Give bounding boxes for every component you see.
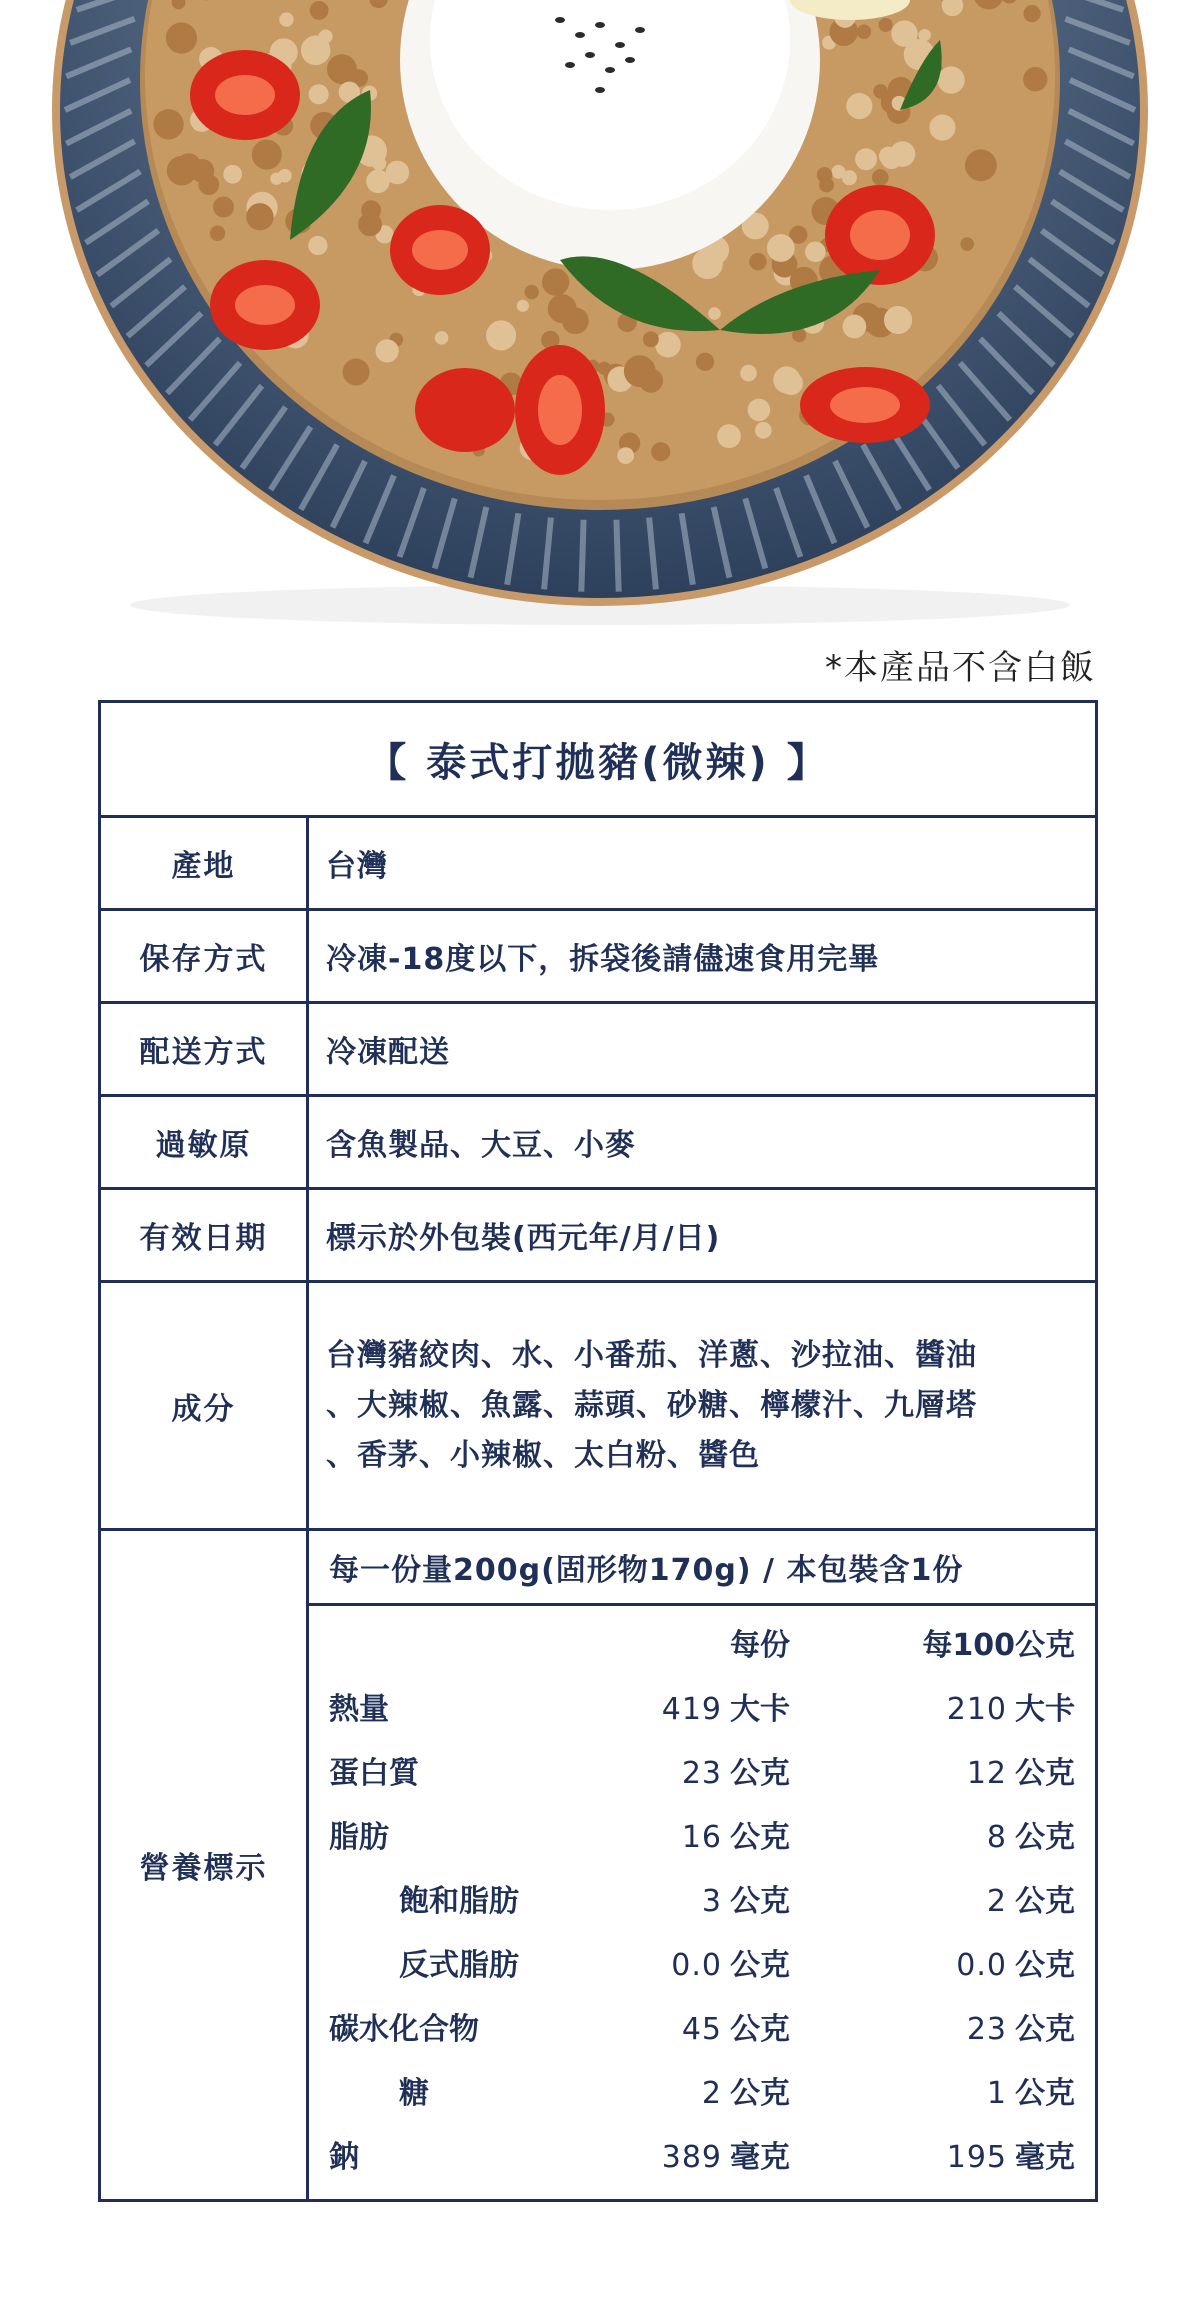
- nutrition-item-row: [309, 1930, 1095, 1994]
- per-serving-number: 23: [681, 1756, 722, 1791]
- per-100g-unit: 公克: [1015, 1756, 1075, 1791]
- per-100g-value: [987, 1812, 1075, 1856]
- per-100g-unit: 公克: [1015, 2012, 1075, 2047]
- per-100g-number: 210: [946, 1692, 1007, 1727]
- per-serving-value: [702, 1876, 790, 1920]
- nutrient-name: 熱量: [329, 1692, 389, 1727]
- ingredients-line-1: 台灣豬絞肉、水、小番茄、洋蔥、沙拉油、醬油: [326, 1337, 977, 1373]
- nutrition-label: 營養標示: [139, 1851, 268, 1886]
- per-serving-unit: 大卡: [730, 1692, 790, 1727]
- nutrient-name: 鈉: [329, 2140, 359, 2175]
- per-100g-unit: 大卡: [1015, 1692, 1075, 1727]
- per-serving-unit: 公克: [730, 1884, 790, 1919]
- origin-value: 台灣: [326, 849, 388, 884]
- nutrient-name: 蛋白質: [329, 1756, 419, 1791]
- no-rice-note: *本產品不含白飯: [825, 648, 1096, 688]
- nutrition-item-row: [309, 2058, 1095, 2122]
- per-100g-unit: 毫克: [1015, 2140, 1075, 2175]
- per-100g-unit: 公克: [1015, 2076, 1075, 2111]
- allergen-label: 過敏原: [101, 1097, 309, 1187]
- per-serving-unit: 公克: [730, 2076, 790, 2111]
- nutrient-name: 脂肪: [329, 1820, 389, 1855]
- per-100g-value: [947, 1684, 1075, 1728]
- per-100g-unit: 公克: [1015, 1948, 1075, 1983]
- expiry-label: 有效日期: [101, 1190, 309, 1280]
- nutrition-item-row: [309, 1738, 1095, 1802]
- product-title-row: [101, 703, 1095, 818]
- allergen-value: 含魚製品、大豆、小麥: [326, 1128, 636, 1163]
- nutrition-item-row: [309, 1866, 1095, 1930]
- per-100g-number: 23: [966, 2012, 1007, 2047]
- per-serving-number: 16: [681, 1820, 722, 1855]
- ingredients-label: 成分: [101, 1283, 309, 1528]
- per-serving-unit: 毫克: [730, 2140, 790, 2175]
- per-100g-unit: 公克: [1015, 1820, 1075, 1855]
- per-serving-number: 389: [661, 2140, 722, 2175]
- expiry-value: 標示於外包裝(西元年/月/日): [326, 1221, 721, 1256]
- per-serving-unit: 公克: [730, 1948, 790, 1983]
- per-100g-number: 1: [986, 2076, 1007, 2111]
- per-100g-number: 12: [966, 1756, 1007, 1791]
- nutrition-header: [309, 1610, 1095, 1674]
- per-100g-number: 0.0: [956, 1948, 1007, 1983]
- expiry-row: [101, 1190, 1095, 1283]
- per-serving-number: 2: [701, 2076, 722, 2111]
- per-serving-value: [662, 1684, 790, 1728]
- per-100g-unit: 公克: [1015, 1884, 1075, 1919]
- nutrition-item-row: [309, 1674, 1095, 1738]
- per-serving-number: 3: [701, 1884, 722, 1919]
- nutrition-facts: [306, 1606, 1095, 2199]
- delivery-value: 冷凍配送: [326, 1035, 450, 1070]
- per-serving-value: [662, 2132, 790, 2176]
- per-serving-unit: 公克: [730, 1820, 790, 1855]
- per-100g-value: [967, 2004, 1075, 2048]
- storage-value: 冷凍-18度以下，拆袋後請儘速食用完畢: [326, 942, 880, 977]
- storage-row: [101, 911, 1095, 1004]
- per-100g-value: [956, 1940, 1075, 1984]
- food-photo: [0, 0, 1200, 640]
- nutrition-item-row: [309, 2122, 1095, 2186]
- per-100g-number: 8: [986, 1820, 1007, 1855]
- nutrient-name: 飽和脂肪: [399, 1884, 519, 1919]
- nutrition-item-row: [309, 1994, 1095, 2058]
- nutrition-row: [101, 1531, 1095, 2199]
- storage-label: 保存方式: [101, 911, 309, 1001]
- per-serving-value: [682, 1812, 790, 1856]
- thai-basil-pork-plate-image: [0, 0, 1200, 640]
- per-serving-number: 0.0: [671, 1948, 722, 1983]
- per-serving-value: [682, 1748, 790, 1792]
- ingredients-row: [101, 1283, 1095, 1531]
- per-serving-value: [671, 1940, 790, 1984]
- ingredients-line-2: 、大辣椒、魚露、蒜頭、砂糖、檸檬汁、九層塔: [326, 1387, 977, 1423]
- per-100g-number: 2: [986, 1884, 1007, 1919]
- product-info-table: [98, 700, 1098, 2202]
- per-100g-header: 每100公克: [922, 1628, 1075, 1663]
- per-100g-value: [987, 2068, 1075, 2112]
- allergen-row: [101, 1097, 1095, 1190]
- nutrition-item-row: [309, 1802, 1095, 1866]
- per-serving-unit: 公克: [730, 1756, 790, 1791]
- nutrient-name: 反式脂肪: [399, 1948, 519, 1983]
- serving-info: 每一份量200g(固形物170g) / 本包裝含1份: [306, 1531, 1095, 1606]
- per-serving-header: 每份: [730, 1628, 790, 1663]
- per-serving-value: [682, 2004, 790, 2048]
- per-100g-value: [987, 1876, 1075, 1920]
- nutrient-name: 碳水化合物: [329, 2012, 479, 2047]
- nutrient-name: 糖: [399, 2076, 429, 2111]
- product-title: 【 泰式打拋豬(微辣) 】: [366, 739, 830, 786]
- per-100g-value: [947, 2132, 1075, 2176]
- ingredients-line-3: 、香茅、小辣椒、太白粉、醬色: [326, 1437, 760, 1473]
- delivery-label: 配送方式: [101, 1004, 309, 1094]
- per-serving-number: 419: [661, 1692, 722, 1727]
- per-serving-number: 45: [681, 2012, 722, 2047]
- per-serving-value: [702, 2068, 790, 2112]
- origin-label: 產地: [101, 818, 309, 908]
- delivery-row: [101, 1004, 1095, 1097]
- ingredients-value: [326, 1283, 1075, 1528]
- per-serving-unit: 公克: [730, 2012, 790, 2047]
- origin-row: [101, 818, 1095, 911]
- per-100g-number: 195: [946, 2140, 1007, 2175]
- per-100g-value: [967, 1748, 1075, 1792]
